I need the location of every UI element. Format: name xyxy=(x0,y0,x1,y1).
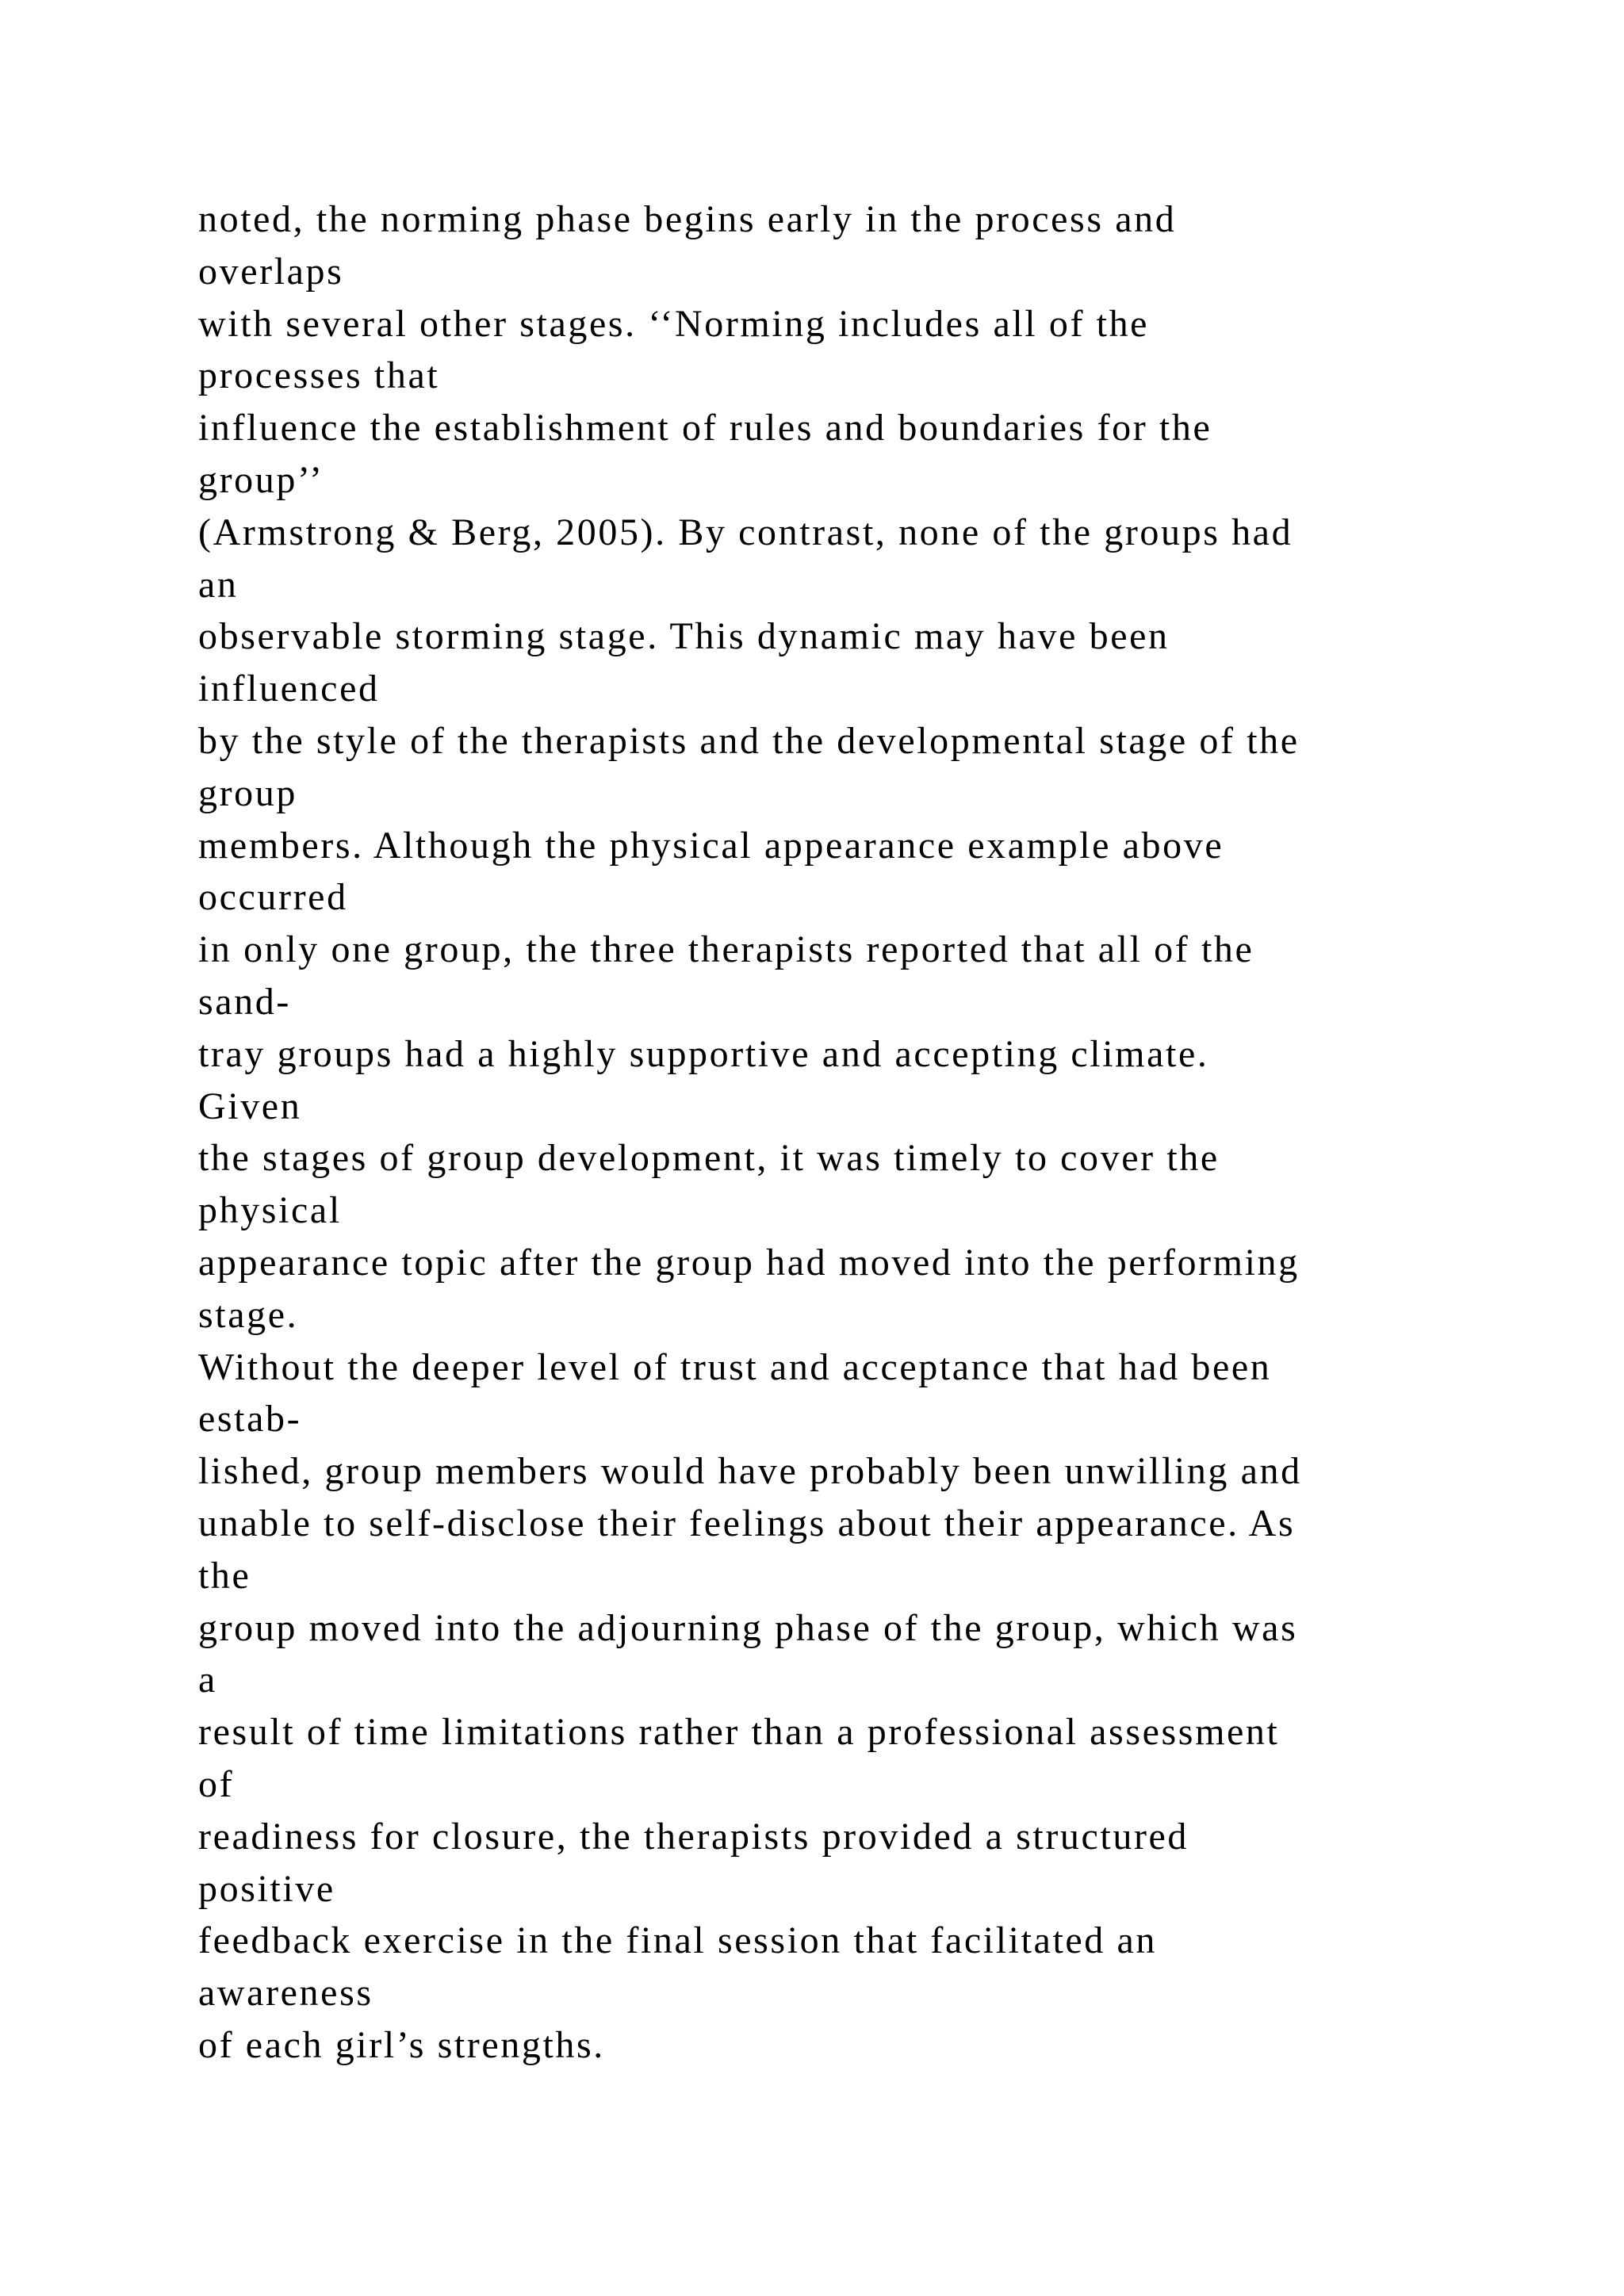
text-line: group xyxy=(198,771,297,814)
text-line: Without the deeper level of trust and acceptance that had been xyxy=(198,1345,1272,1388)
text-line: with several other stages. ‘‘Norming includes all of the xyxy=(198,302,1150,345)
body-text xyxy=(198,193,1546,2072)
text-line: positive xyxy=(198,1867,335,1910)
text-line: result of time limitations rather than a professional assessment xyxy=(198,1711,1280,1754)
text-line: in only one group, the three therapists reported that all of the xyxy=(198,928,1254,971)
text-line: observable storming stage. This dynamic may have been xyxy=(198,615,1170,658)
text-line: of each girl’s strengths. xyxy=(198,2023,605,2066)
text-line: group moved into the adjourning phase of the group, which was xyxy=(198,1606,1298,1649)
text-line: overlaps xyxy=(198,250,344,293)
text-line: tray groups had a highly supportive and accepting climate. xyxy=(198,1032,1209,1075)
text-line: unable to self-disclose their feelings about their appearance. As xyxy=(198,1502,1296,1544)
text-line: stage. xyxy=(198,1293,299,1336)
text-line: feedback exercise in the final session that facilitated an xyxy=(198,1919,1158,1962)
text-line: of xyxy=(198,1762,235,1805)
text-line: sand- xyxy=(198,980,291,1023)
text-line: lished, group members would have probably been unwilling and xyxy=(198,1450,1302,1493)
text-line: an xyxy=(198,563,239,606)
text-line: estab- xyxy=(198,1398,302,1441)
text-line: a xyxy=(198,1659,217,1701)
text-line: group’’ xyxy=(198,458,324,501)
text-line: physical xyxy=(198,1189,342,1232)
text-line: readiness for closure, the therapists provided a structured xyxy=(198,1815,1189,1858)
text-line: influence the establishment of rules and boundaries for the xyxy=(198,407,1212,450)
text-line: the xyxy=(198,1554,251,1597)
text-line: noted, the norming phase begins early in the process and xyxy=(198,198,1177,240)
text-line: appearance topic after the group had moved into the performing xyxy=(198,1241,1300,1284)
text-line: members. Although the physical appearance example above xyxy=(198,824,1224,867)
text-line: Given xyxy=(198,1085,302,1127)
text-line: influenced xyxy=(198,668,380,710)
text-line: (Armstrong & Berg, 2005). By contrast, none of the groups had xyxy=(198,511,1293,553)
text-line: occurred xyxy=(198,876,348,919)
text-line: by the style of the therapists and the developmental stage of the xyxy=(198,719,1300,762)
text-line: processes that xyxy=(198,354,440,397)
text-line: the stages of group development, it was timely to cover the xyxy=(198,1137,1220,1180)
text-line: awareness xyxy=(198,1972,373,2015)
